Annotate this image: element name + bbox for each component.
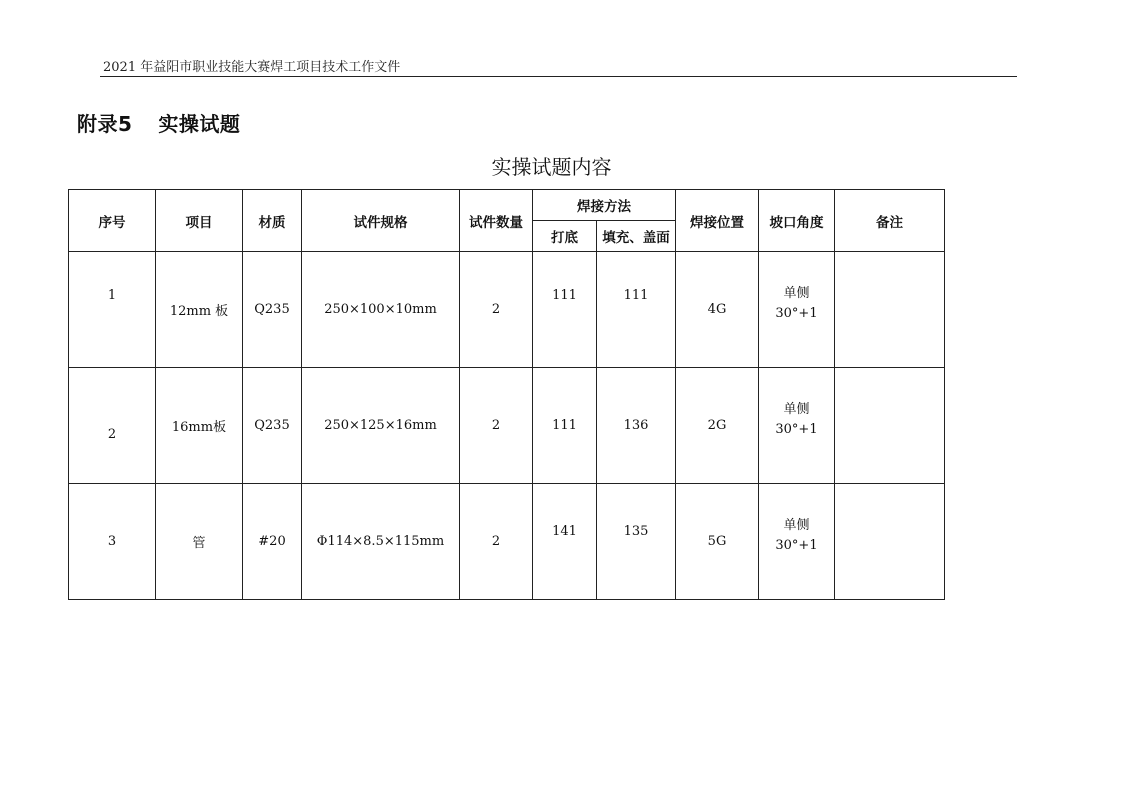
cell-bevel: 单侧 30°+1 bbox=[759, 252, 835, 368]
table-row bbox=[69, 484, 945, 600]
appendix-number: 附录5 bbox=[77, 112, 133, 136]
cell-fill: 111 bbox=[597, 252, 676, 368]
cell-item: 12mm 板 bbox=[156, 252, 243, 368]
header-bevel: 坡口角度 bbox=[759, 190, 835, 252]
cell-material: Q235 bbox=[243, 368, 302, 484]
table-row bbox=[69, 368, 945, 484]
cell-seq: 1 bbox=[69, 252, 156, 368]
header-method-fill: 填充、盖面 bbox=[597, 221, 676, 252]
exam-content-table bbox=[68, 189, 945, 600]
cell-seq: 2 bbox=[69, 368, 156, 484]
header-qty: 试件数量 bbox=[460, 190, 533, 252]
table-title: 实操试题内容 bbox=[491, 155, 612, 179]
cell-seq: 3 bbox=[69, 484, 156, 600]
cell-position: 4G bbox=[676, 252, 759, 368]
cell-item: 16mm板 bbox=[156, 368, 243, 484]
header-seq: 序号 bbox=[69, 190, 156, 252]
header-material: 材质 bbox=[243, 190, 302, 252]
cell-root: 111 bbox=[533, 368, 597, 484]
cell-fill: 136 bbox=[597, 368, 676, 484]
header-method: 焊接方法 bbox=[533, 190, 676, 221]
header-row bbox=[69, 190, 945, 221]
appendix-heading bbox=[77, 108, 240, 137]
header-position: 焊接位置 bbox=[676, 190, 759, 252]
cell-remark bbox=[835, 252, 945, 368]
cell-position: 5G bbox=[676, 484, 759, 600]
cell-spec: 250×125×16mm bbox=[302, 368, 460, 484]
header-rule bbox=[100, 76, 1017, 77]
cell-qty: 2 bbox=[460, 484, 533, 600]
cell-fill: 135 bbox=[597, 484, 676, 600]
header-method-root: 打底 bbox=[533, 221, 597, 252]
cell-qty: 2 bbox=[460, 252, 533, 368]
table-row bbox=[69, 252, 945, 368]
cell-root: 141 bbox=[533, 484, 597, 600]
cell-root: 111 bbox=[533, 252, 597, 368]
cell-qty: 2 bbox=[460, 368, 533, 484]
cell-spec: Φ114×8.5×115mm bbox=[302, 484, 460, 600]
cell-bevel: 单侧 30°+1 bbox=[759, 368, 835, 484]
cell-bevel: 单侧 30°+1 bbox=[759, 484, 835, 600]
cell-remark bbox=[835, 484, 945, 600]
document-header: 2021 年益阳市职业技能大赛焊工项目技术工作文件 bbox=[103, 60, 401, 75]
appendix-title: 实操试题 bbox=[158, 112, 241, 136]
header-item: 项目 bbox=[156, 190, 243, 252]
cell-position: 2G bbox=[676, 368, 759, 484]
cell-item: 管 bbox=[156, 484, 243, 600]
header-spec: 试件规格 bbox=[302, 190, 460, 252]
cell-material: Q235 bbox=[243, 252, 302, 368]
cell-material: #20 bbox=[243, 484, 302, 600]
cell-remark bbox=[835, 368, 945, 484]
cell-spec: 250×100×10mm bbox=[302, 252, 460, 368]
header-remark: 备注 bbox=[835, 190, 945, 252]
